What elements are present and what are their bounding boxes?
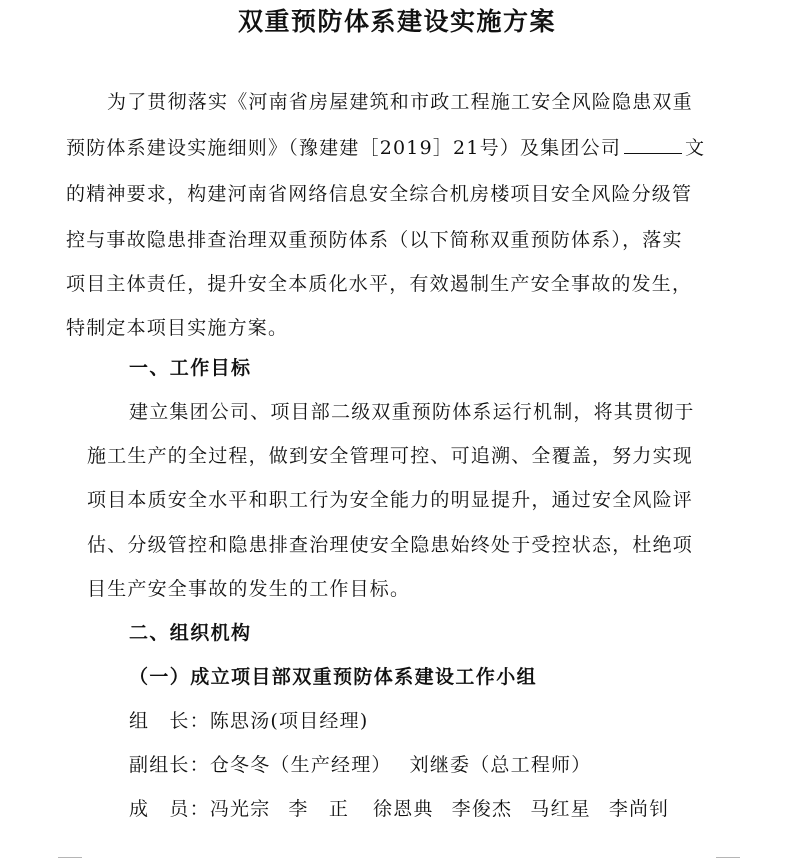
intro-text: 预防体系建设实施细则》（豫建建［2019］21号）及集团公司: [66, 137, 622, 159]
margin-corner-mark: [58, 857, 82, 858]
role-label: 成 员：: [129, 798, 210, 820]
person-name: 仓冬冬（生产经理）: [209, 754, 392, 776]
goal-line: 项目本质安全水平和职工行为安全能力的明显提升，通过安全风险评: [87, 489, 694, 511]
intro-line: 为了贯彻落实《河南省房屋建筑和市政工程施工安全风险隐患双重: [107, 91, 693, 113]
intro-line: 的精神要求，构建河南省网络信息安全综合机房楼项目安全风险分级管: [66, 183, 693, 205]
goal-line: 施工生产的全过程，做到安全管理可控、可追溯、全覆盖，努力实现: [87, 445, 694, 467]
goal-line: 建立集团公司、项目部二级双重预防体系运行机制，将其贯彻于: [129, 401, 695, 423]
intro-text: 文: [685, 137, 706, 159]
section-heading: 一、工作目标: [129, 357, 252, 379]
role-label: 副组长：: [129, 754, 210, 776]
subsection-heading: （一）成立项目部双重预防体系建设工作小组: [129, 666, 538, 688]
person-name: 陈思汤(项目经理): [209, 710, 369, 732]
section-heading: 二、组织机构: [129, 622, 252, 644]
members-row: [129, 796, 669, 822]
intro-line: 控与事故隐患排查治理双重预防体系（以下简称双重预防体系），落实: [66, 229, 683, 251]
fill-in-blank: [624, 135, 682, 154]
member-name: 冯光宗: [209, 798, 271, 820]
role-label: 组 长：: [129, 710, 210, 732]
intro-line: 特制定本项目实施方案。: [66, 317, 289, 339]
person-name: 刘继委（总工程师）: [409, 754, 592, 776]
intro-line: [66, 135, 705, 161]
member-name: 李 正: [288, 798, 350, 820]
goal-line: 估、分级管控和隐患排查治理使安全隐患始终处于受控状态，杜绝项: [87, 534, 694, 556]
member-name: 李俊杰: [451, 798, 513, 820]
team-leader-row: [129, 708, 368, 734]
document-title: 双重预防体系建设实施方案: [237, 7, 556, 36]
goal-line: 目生产安全事故的发生的工作目标。: [87, 578, 411, 600]
member-name: 李尚钊: [608, 798, 670, 820]
margin-corner-mark: [716, 857, 740, 858]
member-name: 徐恩典: [373, 798, 434, 820]
deputy-leader-row: [129, 752, 591, 778]
member-name: 马红星: [530, 798, 591, 820]
intro-line: 项目主体责任，提升安全本质化水平，有效遏制生产安全事故的发生，: [66, 273, 693, 295]
